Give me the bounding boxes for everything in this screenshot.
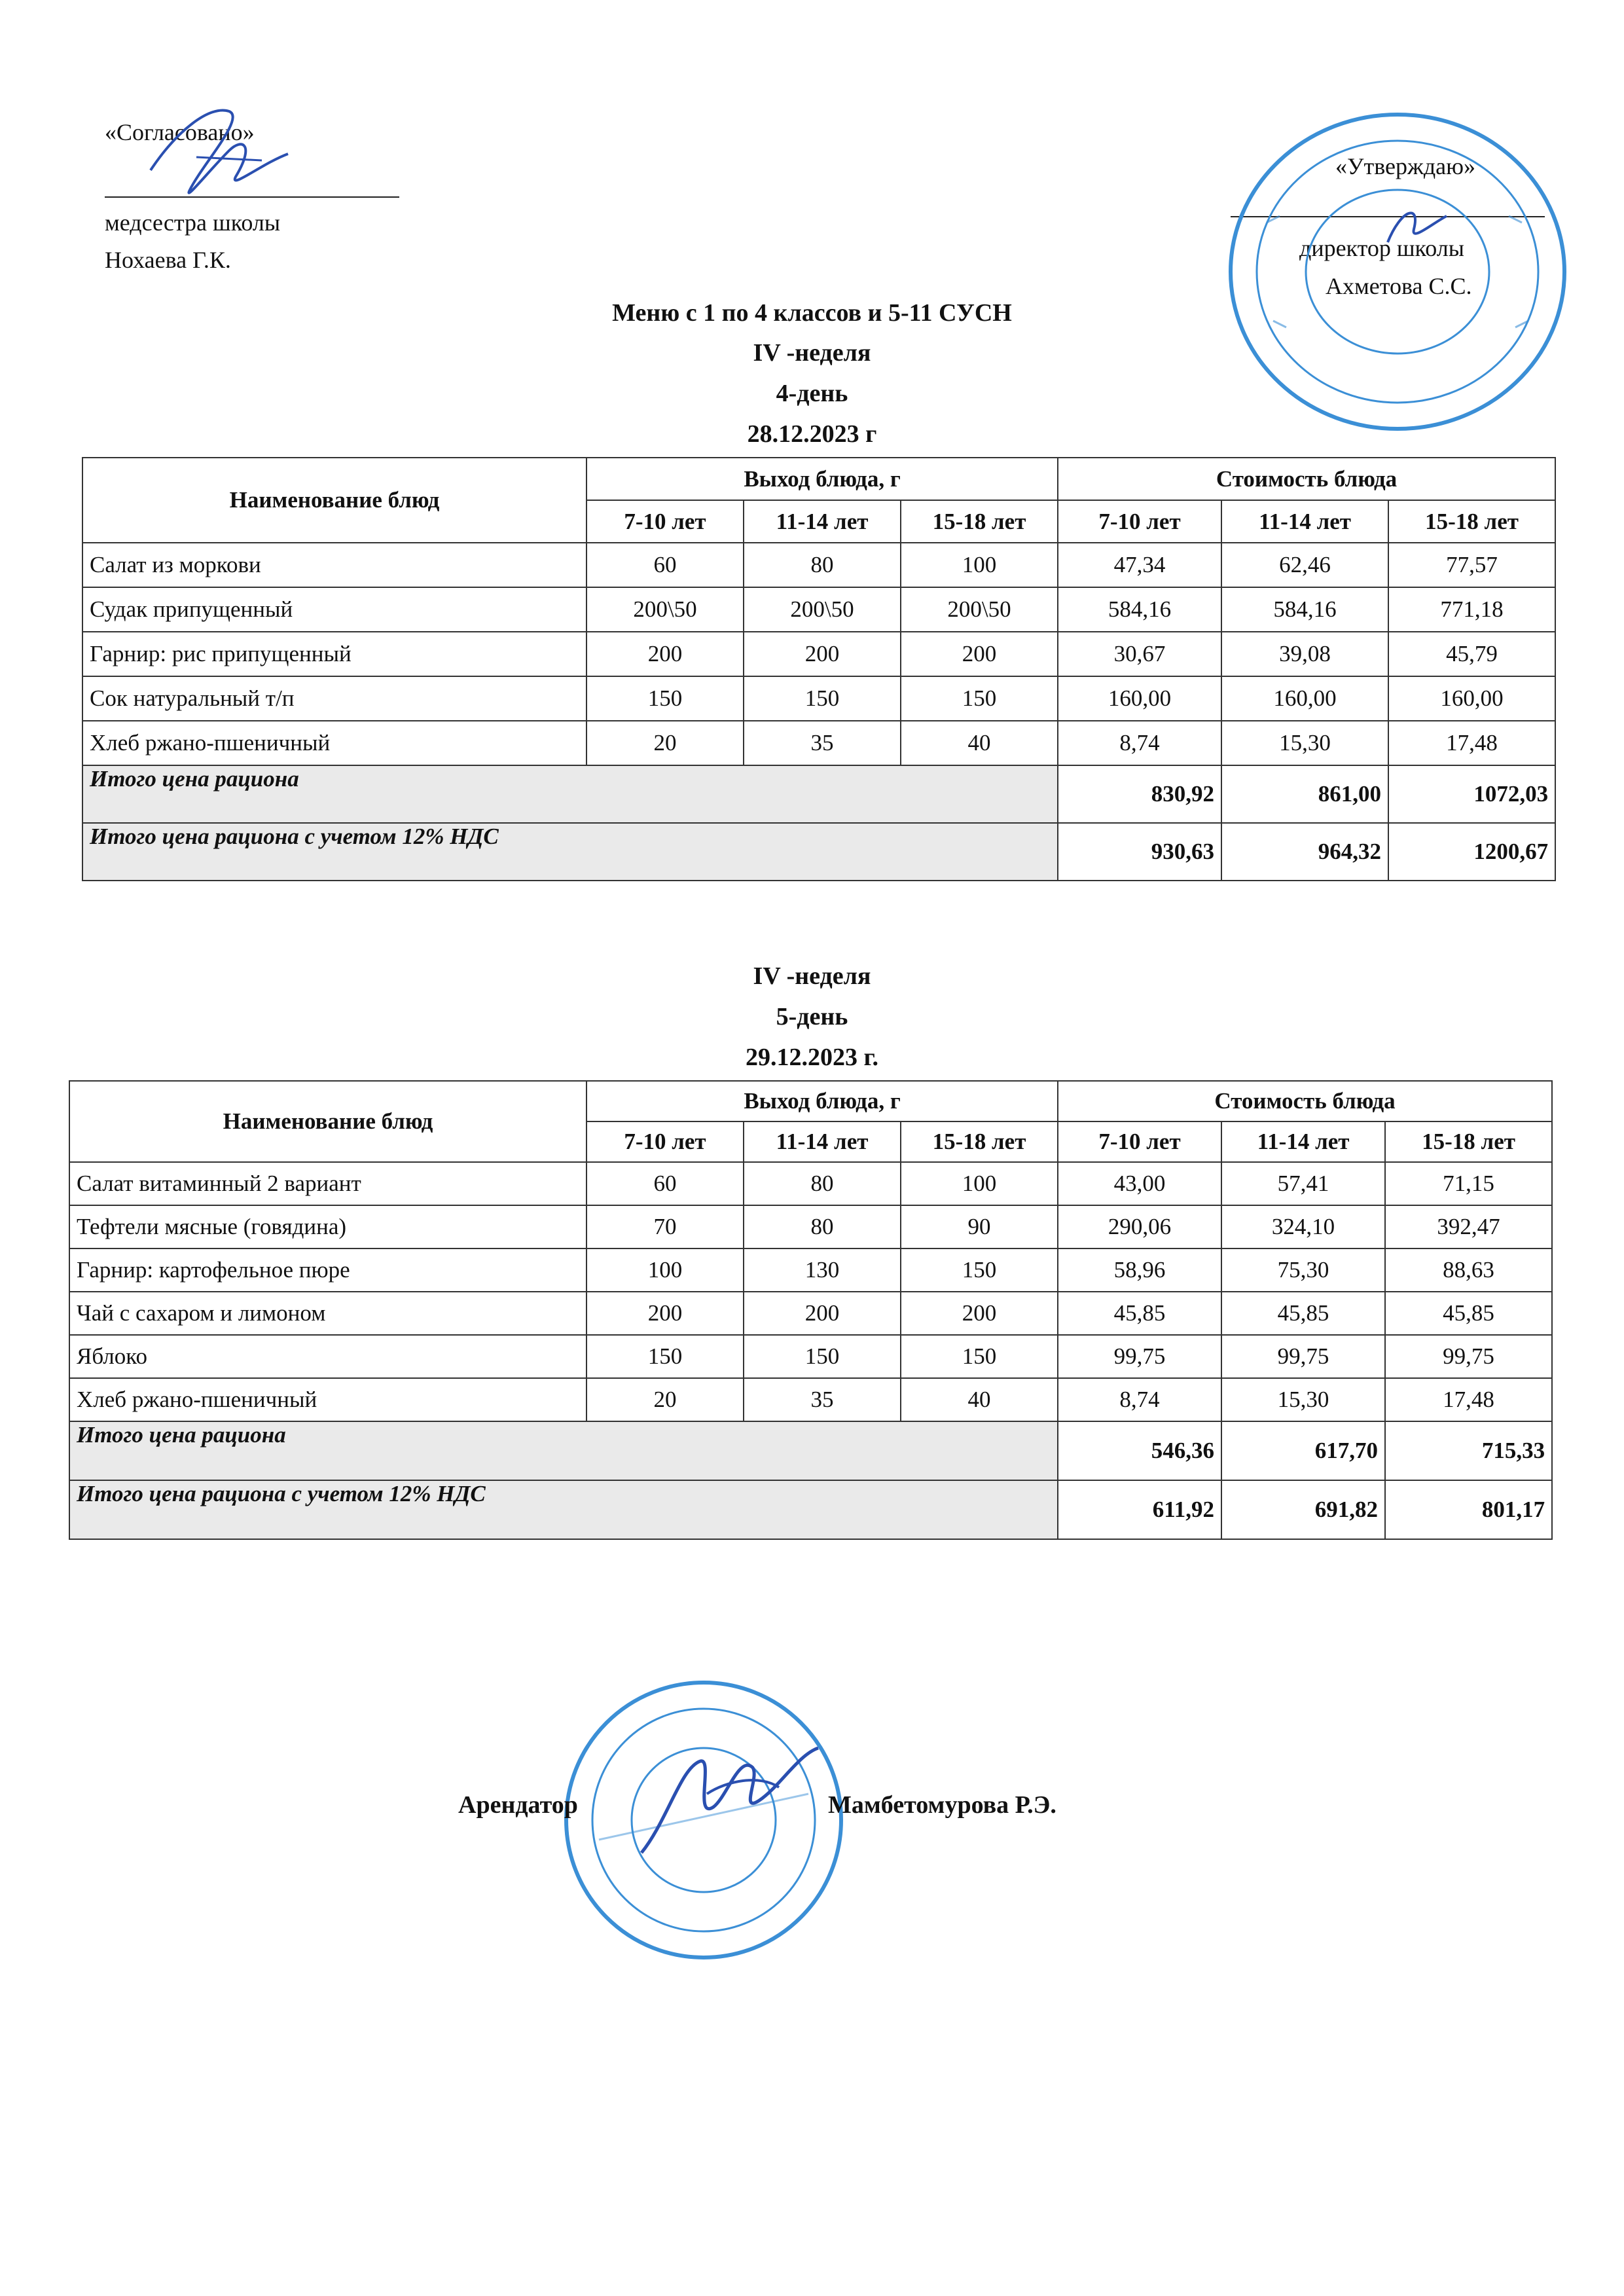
approval-right-person: Ахметова С.С.: [1326, 273, 1472, 299]
total-vat-row-label: Итого цена рациона с учетом 12% НДС: [82, 823, 1058, 881]
age-header: 15-18 лет: [1385, 1121, 1552, 1162]
output-cell: 200\50: [586, 587, 744, 632]
output-cell: 40: [901, 1378, 1058, 1421]
total-vat-row-value: 611,92: [1058, 1480, 1221, 1539]
age-header: 15-18 лет: [901, 1121, 1058, 1162]
total-vat-row-value: 801,17: [1385, 1480, 1552, 1539]
output-cell: 100: [901, 543, 1058, 587]
day1-day: 4-день: [776, 380, 848, 407]
output-cell: 150: [586, 676, 744, 721]
total-row-label: Итого цена рациона: [69, 1421, 1058, 1480]
cost-cell: 160,00: [1388, 676, 1555, 721]
table-row: [69, 1292, 1552, 1335]
approval-right-label: «Утверждаю»: [1335, 153, 1476, 179]
cost-cell: 160,00: [1058, 676, 1221, 721]
day1-week: IV -неделя: [753, 339, 871, 367]
output-cell: 40: [901, 721, 1058, 765]
total-row-value: 617,70: [1221, 1421, 1385, 1480]
cost-cell: 45,85: [1385, 1292, 1552, 1335]
table-row: [69, 1378, 1552, 1421]
output-cell: 35: [744, 721, 901, 765]
cost-cell: 45,85: [1221, 1292, 1385, 1335]
age-header: 15-18 лет: [901, 500, 1058, 543]
menu-table-day1: [82, 457, 1556, 881]
total-vat-row-value: 964,32: [1221, 823, 1388, 881]
output-cell: 200: [586, 632, 744, 676]
cost-cell: 57,41: [1221, 1162, 1385, 1205]
output-cell: 150: [586, 1335, 744, 1378]
output-cell: 80: [744, 543, 901, 587]
output-cell: 35: [744, 1378, 901, 1421]
cost-cell: 47,34: [1058, 543, 1221, 587]
day2-date: 29.12.2023 г.: [746, 1044, 878, 1071]
day2-day: 5-день: [776, 1003, 848, 1030]
age-header: 11-14 лет: [1221, 500, 1388, 543]
cost-cell: 8,74: [1058, 1378, 1221, 1421]
output-cell: 80: [744, 1205, 901, 1248]
total-row-value: 1072,03: [1388, 765, 1555, 823]
age-header: 15-18 лет: [1388, 500, 1555, 543]
total-row-value: 715,33: [1385, 1421, 1552, 1480]
cost-cell: 584,16: [1058, 587, 1221, 632]
output-cell: 200: [901, 1292, 1058, 1335]
table-row: [82, 632, 1555, 676]
cost-cell: 584,16: [1221, 587, 1388, 632]
output-cell: 60: [586, 1162, 744, 1205]
total-vat-row-label: Итого цена рациона с учетом 12% НДС: [69, 1480, 1058, 1539]
age-header: 7-10 лет: [1058, 1121, 1221, 1162]
cost-cell: 15,30: [1221, 721, 1388, 765]
output-cell: 200: [744, 632, 901, 676]
dish-name: Хлеб ржано-пшеничный: [69, 1378, 586, 1421]
dish-name: Салат витаминный 2 вариант: [69, 1162, 586, 1205]
cost-cell: 17,48: [1388, 721, 1555, 765]
output-cell: 150: [901, 676, 1058, 721]
output-cell: 20: [586, 1378, 744, 1421]
dish-name: Гарнир: рис припущенный: [82, 632, 586, 676]
cost-cell: 75,30: [1221, 1248, 1385, 1292]
total-row-value: 830,92: [1058, 765, 1221, 823]
cost-cell: 99,75: [1221, 1335, 1385, 1378]
dish-name: Яблоко: [69, 1335, 586, 1378]
age-header: 11-14 лет: [1221, 1121, 1385, 1162]
cost-cell: 45,85: [1058, 1292, 1221, 1335]
age-header: 7-10 лет: [1058, 500, 1221, 543]
age-header: 11-14 лет: [744, 1121, 901, 1162]
approval-left-label: «Согласовано»: [105, 119, 255, 145]
output-cell: 150: [901, 1248, 1058, 1292]
table-row: [82, 543, 1555, 587]
cost-cell: 30,67: [1058, 632, 1221, 676]
output-cell: 20: [586, 721, 744, 765]
total-vat-row-value: 1200,67: [1388, 823, 1555, 881]
cost-cell: 58,96: [1058, 1248, 1221, 1292]
table-row: [82, 587, 1555, 632]
tenant-signature: [628, 1728, 838, 1866]
table-row: [82, 676, 1555, 721]
cost-cell: 160,00: [1221, 676, 1388, 721]
dish-name: Хлеб ржано-пшеничный: [82, 721, 586, 765]
cost-cell: 77,57: [1388, 543, 1555, 587]
cost-cell: 8,74: [1058, 721, 1221, 765]
output-cell: 130: [744, 1248, 901, 1292]
output-cell: 200: [901, 632, 1058, 676]
col-header-name: Наименование блюд: [82, 458, 586, 543]
cost-cell: 771,18: [1388, 587, 1555, 632]
cost-cell: 290,06: [1058, 1205, 1221, 1248]
dish-name: Сок натуральный т/п: [82, 676, 586, 721]
output-cell: 90: [901, 1205, 1058, 1248]
cost-cell: 392,47: [1385, 1205, 1552, 1248]
cost-cell: 15,30: [1221, 1378, 1385, 1421]
total-row-value: 546,36: [1058, 1421, 1221, 1480]
menu-title: Меню с 1 по 4 классов и 5-11 СУСН: [612, 299, 1012, 327]
output-cell: 60: [586, 543, 744, 587]
cost-cell: 99,75: [1058, 1335, 1221, 1378]
output-cell: 80: [744, 1162, 901, 1205]
output-cell: 100: [901, 1162, 1058, 1205]
col-header-output: Выход блюда, г: [586, 458, 1058, 500]
age-header: 7-10 лет: [586, 1121, 744, 1162]
cost-cell: 324,10: [1221, 1205, 1385, 1248]
cost-cell: 17,48: [1385, 1378, 1552, 1421]
table-row: [69, 1162, 1552, 1205]
cost-cell: 62,46: [1221, 543, 1388, 587]
day1-date: 28.12.2023 г: [747, 420, 877, 448]
output-cell: 200: [586, 1292, 744, 1335]
total-row: [82, 765, 1555, 823]
tenant-person: Мамбетомурова Р.Э.: [828, 1791, 1056, 1819]
cost-cell: 45,79: [1388, 632, 1555, 676]
cost-cell: 43,00: [1058, 1162, 1221, 1205]
nurse-signature: [131, 92, 301, 216]
tenant-role: Арендатор: [458, 1791, 578, 1819]
age-header: 11-14 лет: [744, 500, 901, 543]
output-cell: 200\50: [744, 587, 901, 632]
col-header-cost: Стоимость блюда: [1058, 458, 1555, 500]
total-row: [69, 1421, 1552, 1480]
table-row: [69, 1248, 1552, 1292]
table-row: [69, 1205, 1552, 1248]
dish-name: Тефтели мясные (говядина): [69, 1205, 586, 1248]
menu-table-day2: [69, 1080, 1553, 1540]
output-cell: 200\50: [901, 587, 1058, 632]
approval-left-position: медсестра школы: [105, 210, 281, 236]
col-header-name: Наименование блюд: [69, 1081, 586, 1162]
output-cell: 100: [586, 1248, 744, 1292]
table-row: [82, 721, 1555, 765]
total-row-value: 861,00: [1221, 765, 1388, 823]
output-cell: 150: [744, 676, 901, 721]
output-cell: 150: [901, 1335, 1058, 1378]
director-signature: [1375, 196, 1460, 255]
dish-name: Чай с сахаром и лимоном: [69, 1292, 586, 1335]
day2-week: IV -неделя: [753, 962, 871, 990]
total-vat-row-value: 930,63: [1058, 823, 1221, 881]
cost-cell: 39,08: [1221, 632, 1388, 676]
total-vat-row: [69, 1480, 1552, 1539]
approval-right-position: директор школы: [1299, 235, 1464, 261]
cost-cell: 99,75: [1385, 1335, 1552, 1378]
dish-name: Салат из моркови: [82, 543, 586, 587]
dish-name: Судак припущенный: [82, 587, 586, 632]
total-vat-row-value: 691,82: [1221, 1480, 1385, 1539]
approval-left-person: Нохаева Г.К.: [105, 247, 231, 273]
col-header-cost: Стоимость блюда: [1058, 1081, 1552, 1121]
total-row-label: Итого цена рациона: [82, 765, 1058, 823]
cost-cell: 71,15: [1385, 1162, 1552, 1205]
col-header-output: Выход блюда, г: [586, 1081, 1058, 1121]
output-cell: 150: [744, 1335, 901, 1378]
age-header: 7-10 лет: [586, 500, 744, 543]
total-vat-row: [82, 823, 1555, 881]
output-cell: 70: [586, 1205, 744, 1248]
cost-cell: 88,63: [1385, 1248, 1552, 1292]
dish-name: Гарнир: картофельное пюре: [69, 1248, 586, 1292]
output-cell: 200: [744, 1292, 901, 1335]
table-row: [69, 1335, 1552, 1378]
